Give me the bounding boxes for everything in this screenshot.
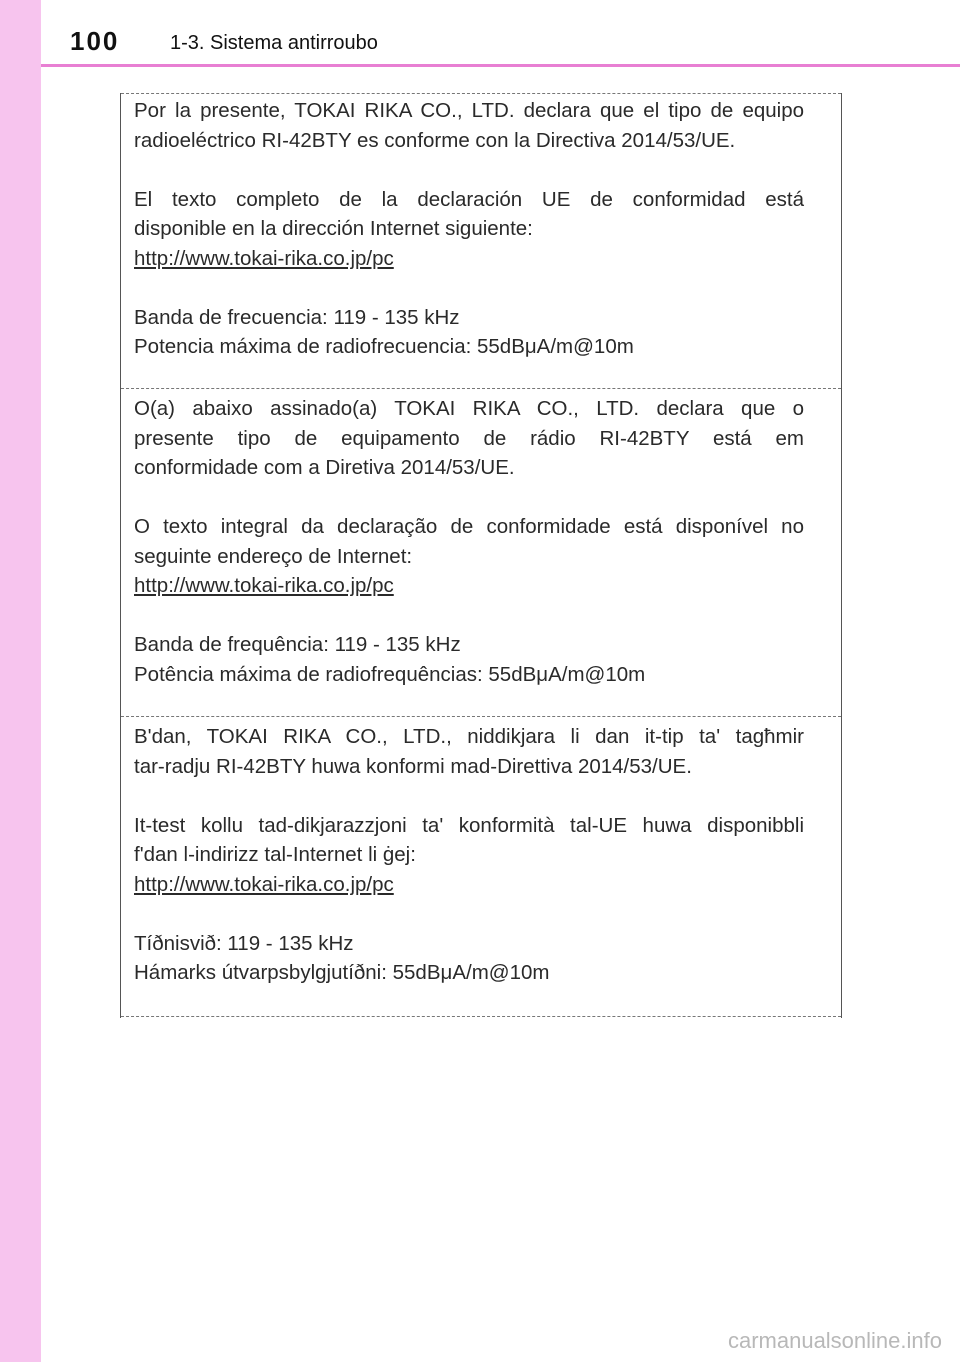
es-frequency-band: Banda de frecuencia: 119 - 135 kHz xyxy=(134,305,460,329)
pt-frequency-band: Banda de frequência: 119 - 135 kHz xyxy=(134,633,461,656)
declaration-spanish xyxy=(134,96,804,362)
divider-2 xyxy=(121,716,841,717)
section-title: 1-3. Sistema antirroubo xyxy=(170,32,378,54)
pt-para2-line1: O texto integral da declaração de conformidade está disponível no xyxy=(134,515,804,538)
declaration-maltese xyxy=(134,722,804,988)
pt-url-link[interactable]: http://www.tokai-rika.co.jp/pc xyxy=(134,574,394,597)
page-number: 100 xyxy=(70,26,120,56)
mt-para2-line2: f'dan l-indirizz tal-Internet li ġej: xyxy=(134,843,416,866)
es-para2-line2: disponible en la dirección Internet siguiente: xyxy=(134,217,533,240)
es-para2-line1: El texto completo de la declaración UE de conformidad está xyxy=(134,187,804,211)
mt-frequency-band: Tíðnisvið: 119 - 135 kHz xyxy=(134,931,354,955)
divider-1 xyxy=(121,388,841,389)
mt-para2-line1: It-test kollu tad-dikjarazzjoni ta' konformità tal-UE huwa disponibbli xyxy=(134,813,804,837)
pt-para1-line2: presente tipo de equipamento de rádio RI-42BTY está em xyxy=(134,426,804,450)
declaration-portuguese xyxy=(134,394,804,689)
es-para1-line2: radioeléctrico RI-42BTY es conforme con la Directiva 2014/53/UE. xyxy=(134,128,736,152)
mt-para1-line2: tar-radju RI-42BTY huwa konformi mad-Direttiva 2014/53/UE. xyxy=(134,754,692,778)
pt-para1-line3: conformidade com a Diretiva 2014/53/UE. xyxy=(134,456,515,479)
site-watermark: carmanualsonline.info xyxy=(727,1328,942,1353)
pt-para2-line2: seguinte endereço de Internet: xyxy=(134,544,413,568)
mt-url-link[interactable]: http://www.tokai-rika.co.jp/pc xyxy=(134,872,394,896)
divider-top xyxy=(121,93,841,94)
es-url-link[interactable]: http://www.tokai-rika.co.jp/pc xyxy=(134,246,394,270)
es-max-power: Potencia máxima de radiofrecuencia: 55dBμA/m@10m xyxy=(134,335,634,358)
pt-para1-line1: O(a) abaixo assinado(a) TOKAI RIKA CO., LTD. declara que o xyxy=(134,397,804,420)
divider-bottom xyxy=(121,1016,841,1017)
page-sidebar xyxy=(0,0,41,1362)
mt-max-power: Hámarks útvarpsbylgjutíðni: 55dBμA/m@10m xyxy=(134,961,550,984)
pt-max-power: Potência máxima de radiofrequências: 55dBμA/m@10m xyxy=(134,662,646,686)
declaration-box xyxy=(120,93,842,1018)
mt-para1-line1: B'dan, TOKAI RIKA CO., LTD., niddikjara li dan it-tip ta' tagħmir xyxy=(134,725,804,748)
es-para1-line1: Por la presente, TOKAI RIKA CO., LTD. declara que el tipo de equipo xyxy=(134,99,804,122)
